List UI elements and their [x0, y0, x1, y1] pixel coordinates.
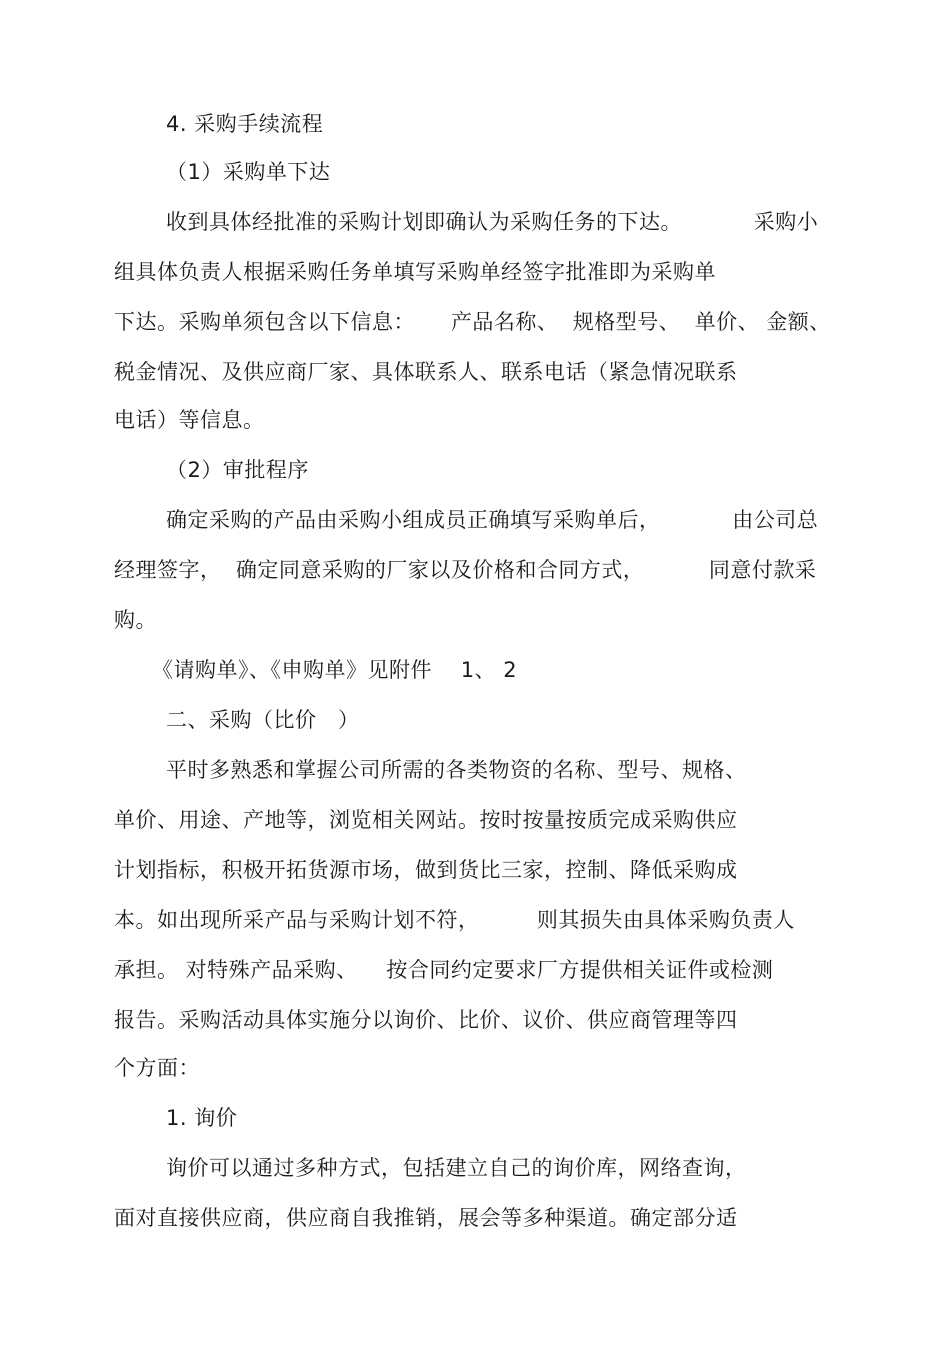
subheading-order-issuance: （1）采购单下达 [166, 160, 331, 184]
subheading-inquiry: 1. 询价 [166, 1106, 238, 1130]
paragraph-line: 经理签字， 确定同意采购的厂家以及价格和合同方式， 同意付款采 [114, 558, 817, 582]
subheading-approval-procedure: （2）审批程序 [166, 458, 309, 482]
section-heading-price-comparison: 二、采购（比价 ） [166, 708, 360, 732]
paragraph-line: 平时多熟悉和掌握公司所需的各类物资的名称、型号、规格、 [166, 758, 747, 782]
paragraph-line: 电话）等信息。 [114, 408, 265, 432]
paragraph-line: 确定采购的产品由采购小组成员正确填写采购单后， 由公司总 [166, 508, 819, 532]
paragraph-line: 个方面： [114, 1056, 200, 1080]
paragraph-line: 报告。采购活动具体实施分以询价、比价、议价、供应商管理等四 [114, 1008, 738, 1032]
paragraph-line: 税金情况、及供应商厂家、具体联系人、联系电话（紧急情况联系 [114, 360, 738, 384]
paragraph-line: 组具体负责人根据采购任务单填写采购单经签字批准即为采购单 [114, 260, 716, 284]
paragraph-line: 本。如出现所采产品与采购计划不符， 则其损失由具体采购负责人 [114, 908, 795, 932]
paragraph-line: 询价可以通过多种方式，包括建立自己的询价库，网络查询， [166, 1156, 747, 1180]
paragraph-line: 购。 [114, 608, 157, 632]
attachment-reference: 《请购单》、《申购单》见附件 1、 2 [152, 658, 518, 682]
paragraph-line: 计划指标，积极开拓货源市场，做到货比三家，控制、降低采购成 [114, 858, 738, 882]
paragraph-line: 收到具体经批准的采购计划即确认为采购任务的下达。 采购小 [166, 210, 819, 234]
paragraph-line: 下达。采购单须包含以下信息： 产品名称、 规格型号、 单价、 金额、 [114, 310, 831, 334]
paragraph-line: 承担。 对特殊产品采购、 按合同约定要求厂方提供相关证件或检测 [114, 958, 774, 982]
heading-procurement-procedure: 4. 采购手续流程 [166, 112, 324, 136]
paragraph-line: 面对直接供应商，供应商自我推销，展会等多种渠道。确定部分适 [114, 1206, 738, 1230]
paragraph-line: 单价、用途、产地等，浏览相关网站。按时按量按质完成采购供应 [114, 808, 738, 832]
